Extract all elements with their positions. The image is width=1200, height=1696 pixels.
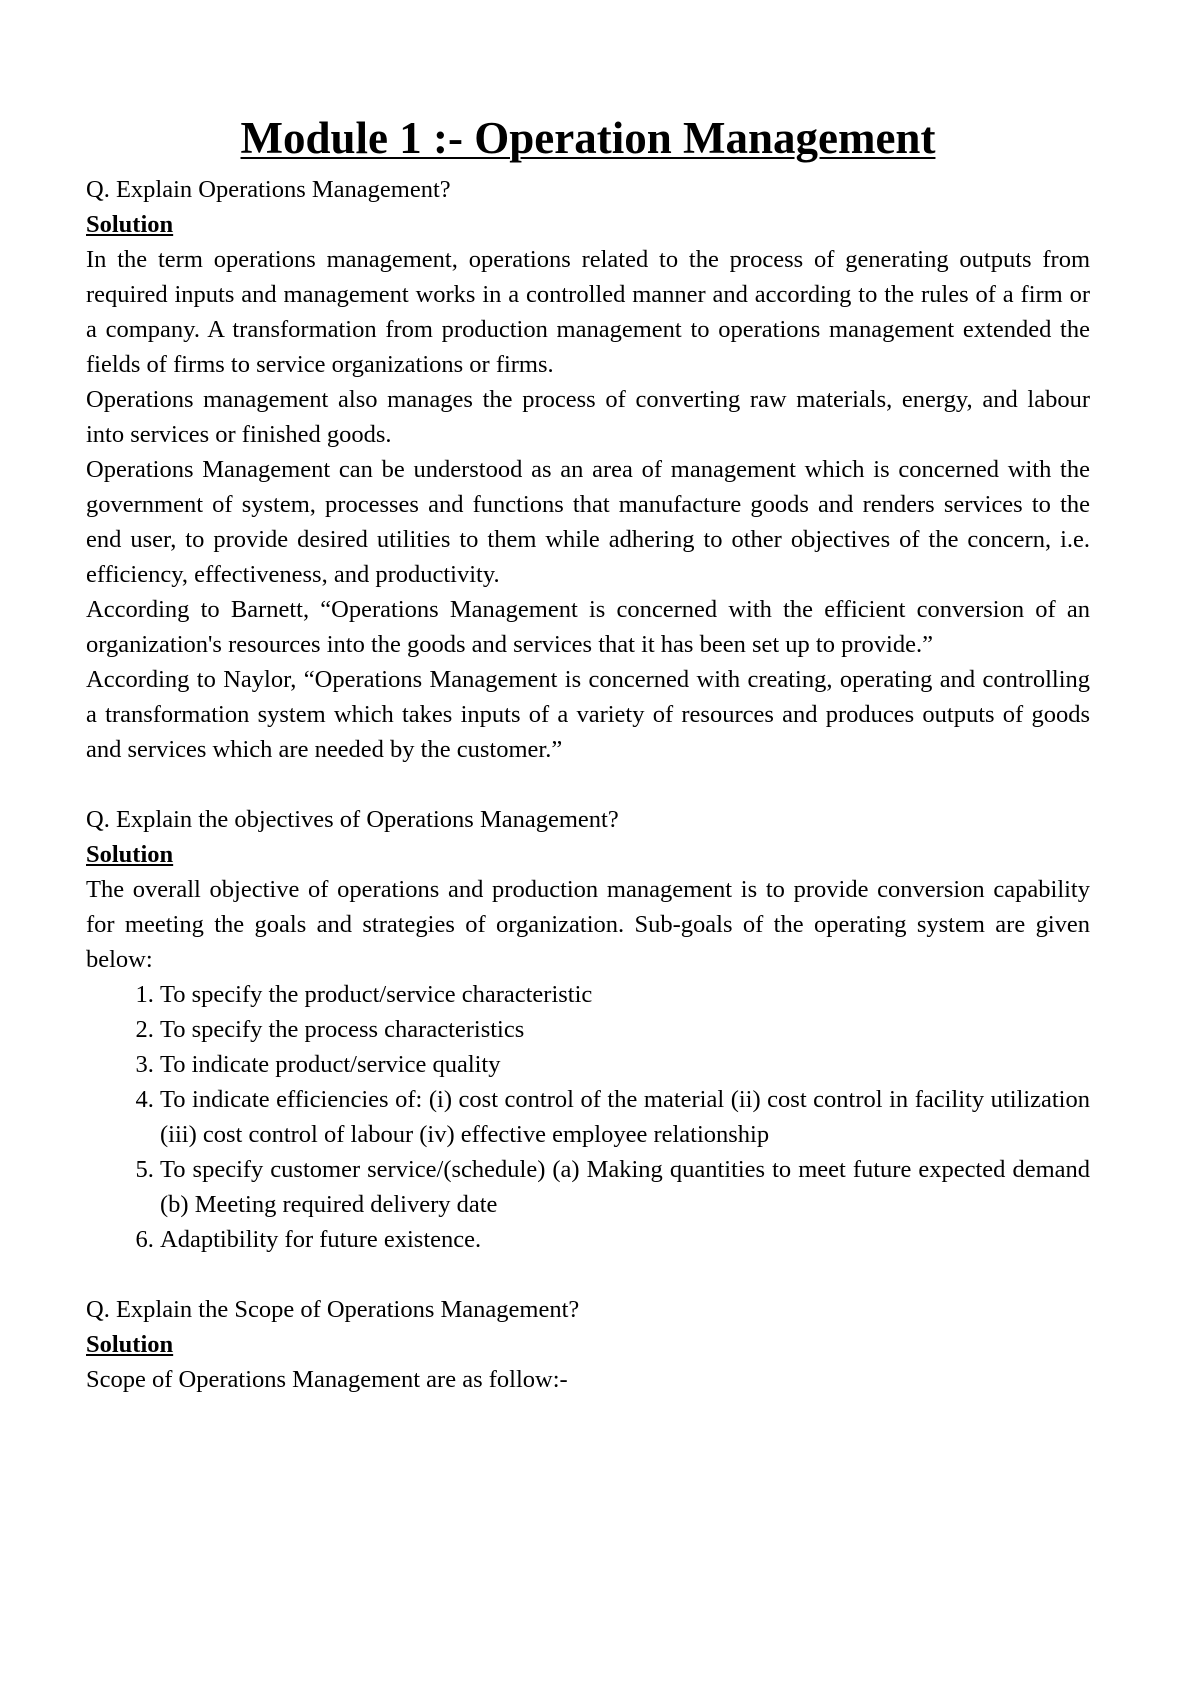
paragraph: According to Barnett, “Operations Management is concerned with the efficient conversion of an organization's resources into the goods and services that it has been set up to provide.” — [86, 596, 1090, 658]
question-heading: Q. Explain the objectives of Operations Management? — [86, 806, 619, 833]
section-scope — [86, 1292, 1090, 1397]
paragraph: The overall objective of operations and production management is to provide conversion capability for meeting the goals and strategies of organization. Sub-goals of the operating system are given below: — [86, 876, 1090, 973]
section-operations-management — [86, 172, 1090, 767]
paragraph: Operations management also manages the process of converting raw materials, energy, and labour into services or finished goods. — [86, 386, 1090, 448]
page-title: Module 1 :- Operation Management — [240, 113, 936, 163]
spacer — [86, 1257, 1090, 1292]
paragraph: Scope of Operations Management are as follow:- — [86, 1366, 568, 1393]
objectives-list — [86, 977, 1090, 1257]
list-item: 5. To specify customer service/(schedule) (a) Making quantities to meet future expected demand (b) Meeting required delivery date — [160, 1152, 1090, 1222]
list-item: 2. To specify the process characteristics — [160, 1012, 1090, 1047]
list-item: 3. To indicate product/service quality — [160, 1047, 1090, 1082]
section-objectives — [86, 802, 1090, 1257]
paragraph: Operations Management can be understood as an area of management which is concerned with the government of system, processes and functions that manufacture goods and renders services to the end user, to provide desired utilities to them while adhering to other objectives of the concern, i.e. efficiency, effectiveness, and productivity. — [86, 456, 1090, 588]
question-heading: Q. Explain the Scope of Operations Management? — [86, 1296, 580, 1323]
paragraph: In the term operations management, operations related to the process of generating outputs from required inputs and management works in a controlled manner and according to the rules of a firm or a company. A transformation from production management to operations management extended the fields of firms to service organizations or firms. — [86, 246, 1090, 378]
spacer — [86, 767, 1090, 802]
list-item: 1. To specify the product/service characteristic — [160, 977, 1090, 1012]
solution-label: Solution — [86, 1331, 174, 1358]
question-heading: Q. Explain Operations Management? — [86, 176, 451, 203]
document-page — [86, 110, 1090, 1397]
list-item: 6. Adaptibility for future existence. — [160, 1222, 1090, 1257]
paragraph: According to Naylor, “Operations Management is concerned with creating, operating and controlling a transformation system which takes inputs of a variety of resources and produces outputs of goods and services which are needed by the customer.” — [86, 666, 1090, 763]
solution-label: Solution — [86, 841, 174, 868]
list-item: 4. To indicate efficiencies of: (i) cost control of the material (ii) cost control in facility utilization (iii) cost control of labour (iv) effective employee relationship — [160, 1082, 1090, 1152]
solution-label: Solution — [86, 211, 174, 238]
